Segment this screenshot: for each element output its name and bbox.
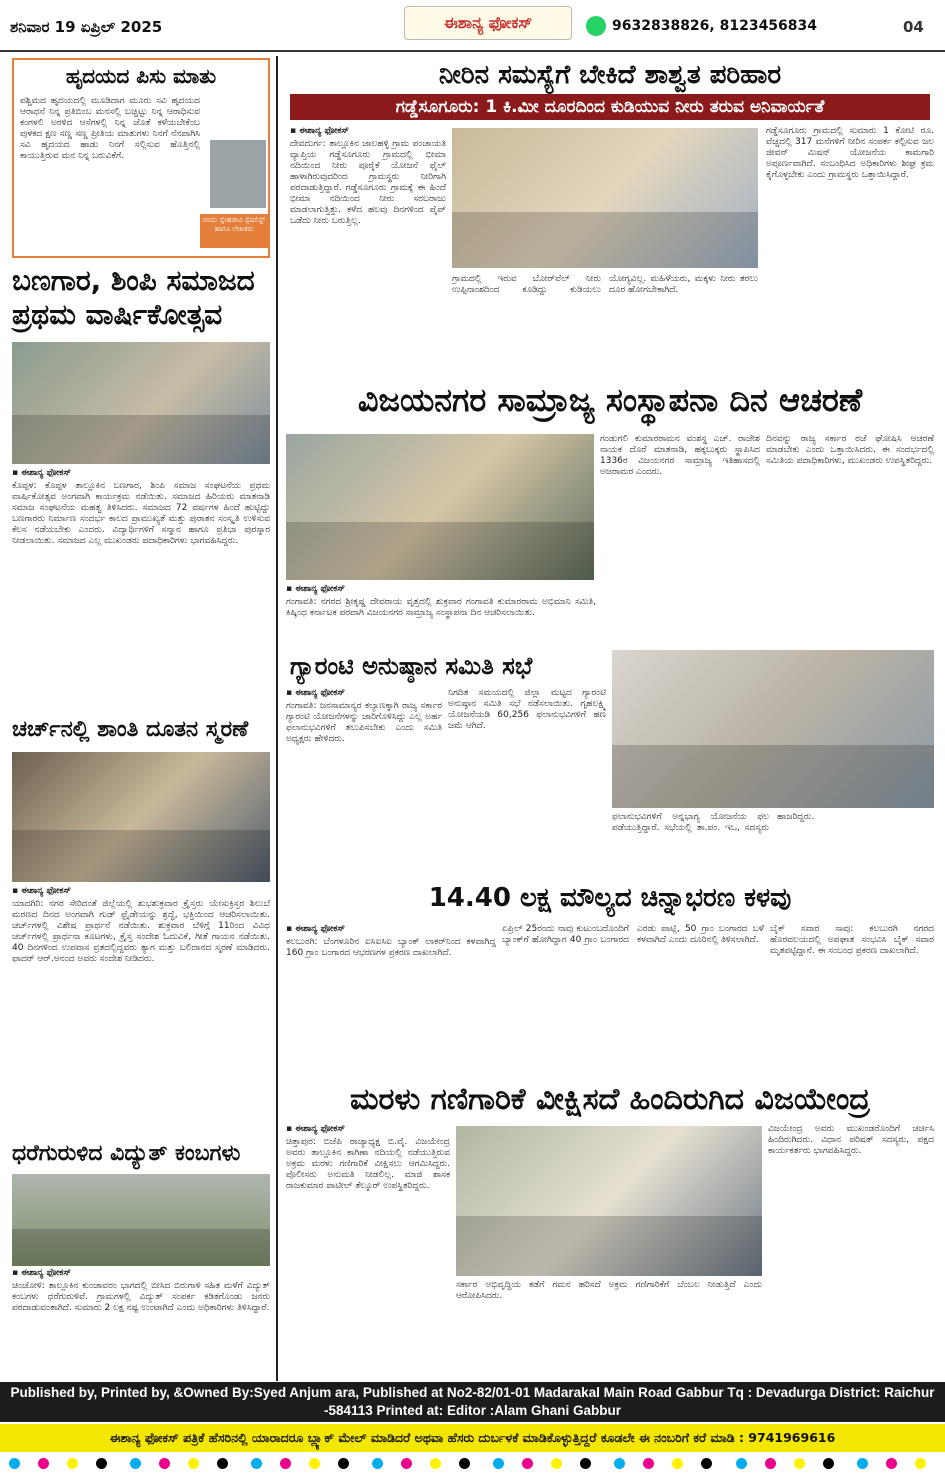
headline-guarantee-meeting: ಗ್ಯಾರಂಟಿ ಅನುಷ್ಠಾನ ಸಮಿತಿ ಸಭೆ bbox=[290, 652, 533, 680]
photo-committee-meeting bbox=[612, 650, 934, 808]
column-body: ಪಶ್ಚಿಮದ ಹೃದಯದಲ್ಲಿ ಮೂಡಿದಾಗ ಮೂರು ಸವಿ ಹೃದಯದ ಆರಾಧನೆ ನಿನ್ನ ಪ್ರತಿಬಿಂಬ ಮನಸಲ್ಲಿ ಬಚ್ಚಿಟ್ಟು ನಿನ್ನ ಆರಾಧಿಸುವ ಕಂಗಳಲಿ ಅರಳಿದ ಆಸೆಗಳಲ್ಲಿ ನಿನ್ನ ಜೊತೆ ಕಳೆಯಬೇಕೆಂಬ ಪುಳಕದ ಕ್ಷಣ ಸಣ್ಣ ಸಣ್ಣ ಪ್ರೀತಿಯ ಮಾತುಗಳು ನಿನಗೆ ನೆನಪಾಗಿಸಿ ಸವಿ ಹೃದಯದ ಹಾಡು ನಿನಗೆ ಸಲ್ಲಿಸುವ ಹೊತ್ತಿನಲ್ಲಿ ಕಾಯುತ್ತಿರುವ ಮನ ನಿನ್ನ ಬರುವಿಕೆಗೆ. bbox=[20, 96, 200, 161]
blackmail-notice: ಈಶಾನ್ಯ ಫೋಕಸ್ ಪತ್ರಿಕೆ ಹೆಸರಿನಲ್ಲಿ ಯಾರಾದರೂ ಬ್ಲ್ಯಾಕ್ ಮೇಲ್ ಮಾಡಿದರೆ ಅಥವಾ ಹೆಸರು ದುರ್ಬಳಕೆ ಮಾಡಿಕೊಳ್ಳುತ್ತಿದ್ದರೆ ಕೂಡಲೇ ಈ ನಂಬರಿಗೆ ಕರೆ ಮಾಡಿ : 9741969616 bbox=[0, 1424, 945, 1452]
column-title: ಹೃದಯದ ಪಿಸು ಮಾತು bbox=[65, 64, 217, 88]
photo-vijayanagara-celebration bbox=[286, 434, 594, 580]
column-divider bbox=[276, 56, 278, 1381]
registration-marks bbox=[0, 1456, 945, 1472]
headline-church: ಚರ್ಚ್‌ನಲ್ಲಿ ಶಾಂತಿ ದೂತನ ಸ್ಮರಣೆ bbox=[12, 717, 249, 742]
article-body: ಗಂಗಾವತಿ: ಜನಸಾಮಾನ್ಯರ ಕಲ್ಯಾಣಕ್ಕಾಗಿ ರಾಜ್ಯ ಸರ್ಕಾರ ಗ್ಯಾರಂಟಿ ಯೋಜನೆಗಳನ್ನು ಜಾರಿಗೊಳಿಸಿದ್ದು ಎಲ್ಲ ಅರ್ಹ ಫಲಾನುಭವಿಗಳಿಗೆ ತಲುಪಿಸಬೇಕು ಎಂದು ಸಮಿತಿ ಅಧ್ಯಕ್ಷರು ಹೇಳಿದರು. bbox=[286, 701, 442, 744]
article-body: ಗಂಗಾವತಿ: ನಗರದ ಶ್ರೀಕೃಷ್ಣ ದೇವರಾಯ ವೃತ್ತದಲ್ಲಿ ಶುಕ್ರವಾರ ಗಂಗಾವತಿ ಕುಮಾರರಾಮ ಅಭಿಮಾನಿ ಸಮಿತಿ, ಕಿಷ್ಕಿಂಧ ಕರ್ನಾಟಕ ಪರವಾಗಿ ವಿಜಯನಗರ ಸಾಮ್ರಾಜ್ಯ ಸಂಸ್ಥಾಪನಾ ದಿನ ಆಚರಿಸಲಾಯಿತು. bbox=[286, 597, 596, 618]
masthead bbox=[0, 0, 945, 52]
headline-vijayendra: ಮರಳು ಗಣಿಗಾರಿಕೆ ವೀಕ್ಷಿಸದೆ ಹಿಂದಿರುಗಿದ ವಿಜಯೇಂದ್ರ bbox=[350, 1082, 870, 1117]
article-electric-poles bbox=[12, 1268, 270, 1378]
article-water-col2: ಗ್ರಾಮದಲ್ಲಿ ಇರುವ ಬೋರ್‌ವೆಲ್ ನೀರು ಉಪ್ಪಿನಾಂಶದಿಂದ ಕೂಡಿದ್ದು ಕುಡಿಯಲು ಯೋಗ್ಯವಿಲ್ಲ. ಮಹಿಳೆಯರು, ಮಕ್ಕಳು ನೀರು ತರಲು ದೂರ ಹೋಗಬೇಕಾಗಿದೆ. bbox=[452, 274, 758, 295]
article-guarantee-col3: ಫಲಾನುಭವಿಗಳಿಗೆ ಅನ್ನಭಾಗ್ಯ ಯೋಜನೆಯ ಫಲ ಪಡೆಯುತ್ತಿದ್ದಾರೆ. ಸಭೆಯಲ್ಲಿ ತಾ.ಪಂ. ಇಒ, ಸದಸ್ಯರು ಹಾಜರಿದ್ದರು. bbox=[612, 812, 815, 833]
article-vijayendra-col1 bbox=[286, 1124, 450, 1376]
subheadline-water: ಗಡ್ಡೆಸೂಗೂರು: 1 ಕಿ.ಮೀ ದೂರದಿಂದ ಕುಡಿಯುವ ನೀರು ತರುವ ಅನಿವಾರ್ಯತೆ bbox=[290, 94, 930, 120]
article-vijayanagara-col2: ಗಂಡುಗಲಿ ಕುಮಾರರಾಮನ ವಂಶಸ್ಥ ಎಚ್. ರಾಜೇಶ ನಾಯಕ ದೊರೆ ಮಾತನಾಡಿ, ಹಕ್ಕಬುಕ್ಕರು ಸ್ಥಾಪಿಸಿದ 1336ರ ವಿಜಯನಗರ ಸಾಮ್ರಾಜ್ಯ ಇತಿಹಾಸದಲ್ಲಿ ಅಜರಾಮರ ಎಂದರು. bbox=[600, 434, 760, 477]
author-photo bbox=[210, 140, 266, 208]
photo-vijayendra-leaders bbox=[456, 1126, 762, 1276]
byline: ▪ ಈಶಾನ್ಯ ಫೋಕಸ್ bbox=[286, 1124, 345, 1134]
article-theft-col2: ಏಪ್ರಿಲ್ 25ರಂದು ನಾವು ಕುಟುಂಬದೊಂದಿಗೆ ಬ್ಯಾಂಕ್‌ಗೆ ಹೋಗಿದ್ದಾಗ 40 ಗ್ರಾಂ ಬಂಗಾರದ ಎರಡು ಪಾಟ್ಲಿ, 50 ಗ್ರಾಂ ಬಂಗಾರದ ಬಳೆ ಕಳವಾಗಿದೆ ಎಂದು ದೂರಿನಲ್ಲಿ ತಿಳಿಸಲಾಗಿದೆ. bbox=[502, 924, 764, 945]
photo-banagara-gathering bbox=[12, 342, 270, 464]
article-body: ಕೊಪ್ಪಳ: ಕೊಪ್ಪಳ ತಾಲ್ಲೂಕಿನ ಬಣಗಾರ, ಶಿಂಪಿ ಸಮಾಜ ಸಂಘಟನೆಯ ಪ್ರಥಮ ವಾರ್ಷಿಕೋತ್ಸವ ಅಂಗವಾಗಿ ಕಾರ್ಯಕ್ರಮ ನಡೆಯಿತು. ಸಮಾಜದ ಹಿರಿಯರು ಮಾತನಾಡಿ ಸಮಾಜ ಸಂಘಟನೆಯ ಮಹತ್ವ ತಿಳಿಸಿದರು. ಸಮಾಜದ 72 ವರ್ಷಗಳ ಹಿಂದೆ ಹುಟ್ಟಿದ್ದು ಬಣಗಾರರು ನಿರ್ಮಾಣ ಸಂದರ್ಭ ಕಾಲದ ಪ್ರಾಮುಖ್ಯತೆ ಮತ್ತು ಪುರಾತನ ಸಂಸ್ಕೃತಿ ಉಳಿಸುವ ಕೆಲಸ ನಡೆಯಬೇಕು ಎಂದರು. ವಿದ್ಯಾರ್ಥಿಗಳಿಗೆ ಸನ್ಮಾನ ಹಾಗೂ ಪ್ರತಿಭಾ ಪುರಸ್ಕಾರ ನೀಡಲಾಯಿತು. ಸಮಾಜದ ಎಲ್ಲ ಮುಖಂಡರು ಪದಾಧಿಕಾರಿಗಳು ಭಾಗವಹಿಸಿದ್ದರು. bbox=[12, 481, 270, 546]
byline: ▪ ಈಶಾನ್ಯ ಫೋಕಸ್ bbox=[12, 886, 71, 896]
article-vijayendra-col3: ವಿಜಯೇಂದ್ರ ಅವರು ಮುಖಂಡರೊಂದಿಗೆ ಚರ್ಚಿಸಿ ಹಿಂದಿರುಗಿದರು. ವಿಧಾನ ಪರಿಷತ್ ಸದಸ್ಯರು, ಪಕ್ಷದ ಕಾರ್ಯಕರ್ತರು ಭಾಗವಹಿಸಿದ್ದರು. bbox=[768, 1124, 934, 1156]
article-guarantee-col2: ನಿಗದಿತ ಸಮಯದಲ್ಲಿ ಜಿಲ್ಲಾ ಮಟ್ಟದ ಗ್ಯಾರಂಟಿ ಅನುಷ್ಠಾನ ಸಮಿತಿ ಸಭೆ ನಡೆಸಲಾಯಿತು. ಗೃಹಲಕ್ಷ್ಮಿ ಯೋಜನೆಯಡಿ 60,256 ಫಲಾನುಭವಿಗಳಿಗೆ ಹಣ ಜಮೆ ಆಗಿದೆ. bbox=[448, 688, 606, 731]
article-water-col1 bbox=[290, 126, 446, 372]
page-number: 04 bbox=[903, 18, 924, 36]
headline-vijayanagara: ವಿಜಯನಗರ ಸಾಮ್ರಾಜ್ಯ ಸಂಸ್ಥಾಪನಾ ದಿನ ಆಚರಣೆ bbox=[357, 381, 863, 419]
whatsapp-icon bbox=[586, 16, 606, 36]
article-body: ಕಲಬುರಗಿ: ಬೆಂಗಳೂರಿನ ಐಸಿಐಸಿಐ ಬ್ಯಾಂಕ್ ಲಾಕರ್‌ನಿಂದ ಕಳವಾಗಿದ್ದ 160 ಗ್ರಾಂ ಬಂಗಾರದ ಆಭರಣಗಳ ಪ್ರಕರಣ ದಾಖಲಾಗಿದೆ. bbox=[286, 937, 496, 958]
article-theft-col3: ಬೈಕ್ ಸವಾರ ಸಾವು: ಕಲಬುರಗಿ ನಗರದ ಹೊರವಲಯದಲ್ಲಿ ಅಪಘಾತ ಸಂಭವಿಸಿ ಬೈಕ್ ಸವಾರ ಮೃತಪಟ್ಟಿದ್ದಾನೆ. ಈ ಸಂಬಂಧ ಪ್ರಕರಣ ದಾಖಲಾಗಿದೆ. bbox=[770, 924, 934, 956]
byline: ▪ ಈಶಾನ್ಯ ಫೋಕಸ್ bbox=[286, 584, 345, 594]
article-church bbox=[12, 886, 270, 1136]
byline: ▪ ಈಶಾನ್ಯ ಫೋಕಸ್ bbox=[286, 688, 345, 698]
headline-electric-poles: ಧರೆಗುರುಳಿದ ವಿದ್ಯುತ್ ಕಂಬಗಳು bbox=[12, 1141, 241, 1166]
column-hridayada-pisu-matu bbox=[12, 58, 270, 258]
article-body: ಚಿತ್ತಾಪುರ: ಬಿಜೆಪಿ ರಾಜ್ಯಾಧ್ಯಕ್ಷ ಬಿ.ವೈ. ವಿಜಯೇಂದ್ರ ಅವರು ತಾಲ್ಲೂಕಿನ ಕಾಗಿಣಾ ನದಿಯಲ್ಲಿ ನಡೆಯುತ್ತಿರುವ ಅಕ್ರಮ ಮರಳು ಗಣಿಗಾರಿಕೆ ವೀಕ್ಷಿಸಲು ಆಗಮಿಸಿದ್ದರು. ಪೊಲೀಸರು ಅನುಮತಿ ನೀಡಲಿಲ್ಲ. ಮಾಜಿ ಶಾಸಕ ರಾಜಕುಮಾರ ಪಾಟೀಲ್ ತೆಲ್ಕೂರ್ ಉಪಸ್ಥಿತರಿದ್ದರು. bbox=[286, 1137, 450, 1191]
photo-church-prayer bbox=[12, 752, 270, 882]
headline-banagara: ಬಣಗಾರ, ಶಿಂಪಿ ಸಮಾಜದ ಪ್ರಥಮ ವಾರ್ಷಿಕೋತ್ಸವ bbox=[12, 264, 255, 331]
article-vijayendra-col2: ಸರ್ಕಾರ ಅಭಿವೃದ್ಧಿಯ ಕಡೆಗೆ ಗಮನ ಹರಿಸದೆ ಅಕ್ರಮ ಗಣಿಗಾರಿಕೆಗೆ ಬೆಂಬಲ ನೀಡುತ್ತಿದೆ ಎಂದು ಆರೋಪಿಸಿದರು. bbox=[456, 1280, 762, 1301]
article-water-col3: ಗಡ್ಡೆಸೂಗೂರು ಗ್ರಾಮದಲ್ಲಿ ಸುಮಾರು 1 ಕೋಟಿ ರೂ. ವೆಚ್ಚದಲ್ಲಿ 317 ಮನೆಗಳಿಗೆ ನೀರಿನ ಸಂಪರ್ಕ ಕಲ್ಪಿಸುವ ಜಲ ಜೀವನ್ ಮಿಷನ್ ಯೋಜನೆಯ ಕಾಮಗಾರಿ ಅಪೂರ್ಣವಾಗಿದೆ. ಸಂಬಂಧಿಸಿದ ಅಧಿಕಾರಿಗಳು ಶೀಘ್ರ ಕ್ರಮ ಕೈಗೊಳ್ಳಬೇಕು ಎಂದು ಗ್ರಾಮಸ್ಥರು ಒತ್ತಾಯಿಸಿದ್ದಾರೆ. bbox=[766, 126, 934, 180]
contact-phones: 9632838826, 8123456834 bbox=[612, 18, 818, 34]
byline: ▪ ಈಶಾನ್ಯ ಫೋಕಸ್ bbox=[12, 1268, 71, 1278]
byline: ▪ ಈಶಾನ್ಯ ಫೋಕಸ್ bbox=[286, 924, 345, 934]
byline: ▪ ಈಶಾನ್ಯ ಫೋಕಸ್ bbox=[290, 126, 349, 136]
article-body: ಚಿಂಚೋಳಿ: ತಾಲ್ಲೂಕಿನ ಕುಂಚಾವರಂ ಭಾಗದಲ್ಲಿ ಬೀಸಿದ ಬಿರುಗಾಳಿ ಸಹಿತ ಮಳೆಗೆ ವಿದ್ಯುತ್ ಕಂಬಗಳು ಧರೆಗುರುಳಿವೆ. ಗ್ರಾಮಗಳಲ್ಲಿ ವಿದ್ಯುತ್ ಸಂಪರ್ಕ ಕಡಿತಗೊಂಡು ಜನರು ಪರದಾಡುವಂತಾಗಿದೆ. ಸುಮಾರು 2 ಲಕ್ಷ ನಷ್ಟ ಉಂಟಾಗಿದೆ ಎಂದು ಅಧಿಕಾರಿಗಳು ತಿಳಿಸಿದ್ದಾರೆ. bbox=[12, 1281, 270, 1313]
photo-fallen-poles bbox=[12, 1174, 270, 1266]
publisher-imprint: Published by, Printed by, &Owned By:Syed Anjum ara, Published at No2-82/01-01 Madarakal Main Road Gabbur Tq : Devadurga District: Raichur -584113 Printed at: Editor :Alam Ghani Gabbur bbox=[0, 1382, 945, 1422]
headline-gold-theft: 14.40 ಲಕ್ಷ ಮೌಲ್ಯದ ಚಿನ್ನಾಭರಣ ಕಳವು bbox=[428, 883, 792, 913]
article-vijayanagara-col1 bbox=[286, 584, 596, 636]
headline-water: ನೀರಿನ ಸಮಸ್ಯೆಗೆ ಬೇಕಿದೆ ಶಾಶ್ವತ ಪರಿಹಾರ bbox=[438, 60, 782, 90]
article-body: ದೇವದುರ್ಗ: ತಾಲ್ಲೂಕಿನ ಜಾಲಹಳ್ಳಿ ಗ್ರಾಮ ಪಂಚಾಯತಿ ವ್ಯಾಪ್ತಿಯ ಗಡ್ಡೆಸೂಗೂರು ಗ್ರಾಮದಲ್ಲಿ ಭೀಮಾ ನದಿಯಿಂದ ನೀರು ಪೂರೈಕೆ ಯೋಜನೆ ಫೈಲ್ ಹಾಳಾಗಿರುವುದರಿಂದ ಗ್ರಾಮಸ್ಥರು ನೀರಿಗಾಗಿ ಪರದಾಡುತ್ತಿದ್ದಾರೆ. ಗಡ್ಡೆಸೂಗೂರು ಗ್ರಾಮಕ್ಕೆ ಈ ಹಿಂದೆ ಭೀಮಾ ನದಿಯಿಂದ ನೀರು ಸರಬರಾಜು ಮಾಡಲಾಗುತ್ತಿತ್ತು. ಕಳೆದ ಹಲವು ದಿನಗಳಿಂದ ಪೈಪ್ ಒಡೆದು ನೀರು ಬರುತ್ತಿಲ್ಲ. bbox=[290, 139, 446, 226]
article-banagara bbox=[12, 468, 270, 708]
photo-women-carrying-water bbox=[452, 128, 758, 268]
article-body: ಯಾದಗಿರಿ: ನಗರ ಸೇರಿದಂತೆ ಜಿಲ್ಲೆಯಲ್ಲಿ ಶುಭಶುಕ್ರವಾರ ಕ್ರೈಸ್ತರು ಯೇಸುಕ್ರಿಸ್ತರ ಶಿಲುಬೆ ಮರಣದ ದಿನದ ಅಂಗವಾಗಿ ಗುಡ್ ಫ್ರೈಡೇಯನ್ನು ಶ್ರದ್ಧೆ, ಭಕ್ತಿಯಿಂದ ಆಚರಿಸಲಾಯಿತು. ಚರ್ಚ್‌ಗಳಲ್ಲಿ ವಿಶೇಷ ಪ್ರಾರ್ಥನೆ ನಡೆಯಿತು. ಶುಕ್ರವಾರ ಬೆಳಿಗ್ಗೆ 11ರಿಂದ ವಿವಿಧ ಚರ್ಚ್‌ಗಳಲ್ಲಿ ಪ್ರಾರ್ಥನಾ ಕೂಟಗಳು, ಕ್ರೈಸ್ತ ಸಂದೇಶ ಓದುವಿಕೆ, ಗೀತೆ ಗಾಯನ ನಡೆಯಿತು. 40 ದಿನಗಳಿಂದ ಉಪವಾಸ ವ್ರತದಲ್ಲಿದ್ದವರು ತ್ಯಾಗ ಮತ್ತು ಬಲಿದಾನದ ಸ್ಮರಣೆ ಮಾಡಿದರು. ಫಾದರ್ ಆರ್.ಆನಂದ ಅವರು ಸಂದೇಶ ನೀಡಿದರು. bbox=[12, 899, 270, 964]
author-caption: ಚಂದು ಸ್ನೇಹಜೀವಿ ಸ್ಪೆಷಲಿಸ್ಟ್ ಹಾಗೂ ಲೇಖಕರು bbox=[200, 214, 268, 248]
newspaper-logo: ಈಶಾನ್ಯ ಫೋಕಸ್ bbox=[404, 6, 572, 40]
article-theft-col1 bbox=[286, 924, 496, 1064]
issue-date: ಶನಿವಾರ 19 ಏಪ್ರಿಲ್ 2025 bbox=[10, 18, 163, 36]
article-vijayanagara-col3: ದಿನವನ್ನು ರಾಜ್ಯ ಸರ್ಕಾರ ರಜೆ ಘೋಷಿಸಿ ಆಚರಣೆ ಮಾಡಬೇಕು ಎಂದು ಒತ್ತಾಯಿಸಿದರು. ಈ ಸಂದರ್ಭದಲ್ಲಿ ಸಮಿತಿಯ ಪದಾಧಿಕಾರಿಗಳು, ಮುಖಂಡರು ಉಪಸ್ಥಿತರಿದ್ದರು. bbox=[766, 434, 934, 466]
byline: ▪ ಈಶಾನ್ಯ ಫೋಕಸ್ bbox=[12, 468, 71, 478]
article-guarantee-col1 bbox=[286, 688, 442, 864]
